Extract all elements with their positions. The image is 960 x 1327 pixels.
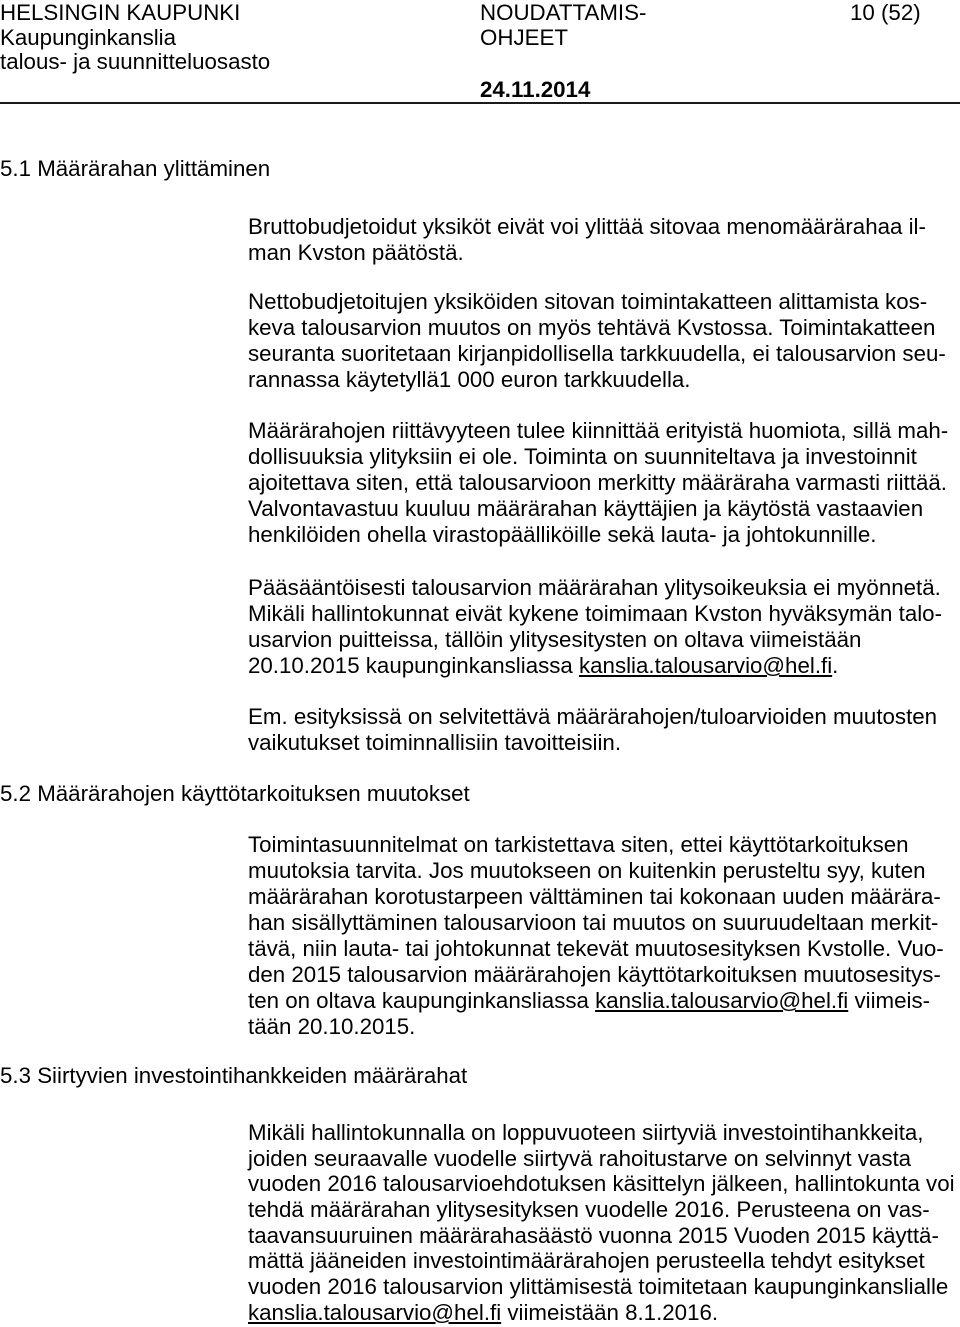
text-line — [248, 988, 960, 1014]
text-line: Mikäli hallintokunnalla on loppuvuoteen siirtyviä investointihankkeita, — [248, 1120, 924, 1145]
document-type-line-2: OHJEET — [480, 25, 568, 50]
text-line: henkilöiden ohella virastopäälliköille sekä lauta- ja johtokunnille. — [248, 522, 877, 547]
line-text: viimeistään 8.1.2016. — [501, 1299, 719, 1325]
text-line: taavansuuruinen määrärahasäästö vuonna 2015 Vuoden 2015 käyttä- — [248, 1222, 939, 1248]
text-line: tävä, niin lauta- tai johtokunnat tekevät muutosesityksen Kvstolle. Vuo- — [248, 936, 944, 961]
paragraph — [248, 289, 960, 393]
text-line: Pääsääntöisesti talousarvion määrärahan ylitysoikeuksia ei myönnetä. — [248, 575, 941, 600]
paragraph — [248, 418, 960, 548]
text-line: vuoden 2016 talousarvioehdotuksen käsittelyn jälkeen, hallintokunta voi — [248, 1171, 955, 1197]
email-link[interactable]: kanslia.talousarvio@hel.fi — [595, 988, 849, 1013]
text-line — [248, 1300, 960, 1326]
line-text: 20.10.2015 kaupunginkansliassa — [248, 653, 579, 678]
page-number: 10 (52) — [850, 0, 921, 25]
header-rule — [0, 102, 960, 104]
header-department: Kaupunginkanslia — [0, 25, 177, 50]
text-line: joiden seuraavalle vuodelle siirtyvä rahoitustarve on selvinnyt vasta — [248, 1145, 912, 1171]
email-link[interactable]: kanslia.talousarvio@hel.fi — [248, 1299, 502, 1325]
text-line: Bruttobudjetoidut yksiköt eivät voi ylittää sitovaa menomäärärahaa il- — [248, 214, 926, 239]
text-line: seuranta suoritetaan kirjanpidollisella tarkkuudella, ei talousarvion seu- — [248, 341, 946, 366]
section-heading: 5.3 Siirtyvien investointihankkeiden määrärahat — [0, 1063, 468, 1088]
section-heading: 5.1 Määrärahan ylittäminen — [0, 156, 271, 181]
text-line: Toimintasuunnitelmat on tarkistettava siten, ettei käyttötarkoituksen — [248, 832, 909, 857]
paragraph — [248, 214, 960, 266]
text-line: Em. esityksissä on selvitettävä määrärahojen/tuloarvioiden muutosten — [248, 704, 938, 729]
document-date: 24.11.2014 — [480, 77, 591, 102]
text-line: tehdä määrärahan ylitysesityksen vuodelle 2016. Perusteena on vas- — [248, 1197, 930, 1223]
header-organization: HELSINGIN KAUPUNKI — [0, 0, 241, 25]
text-line: vaikutukset toiminnallisiin tavoitteisiin. — [248, 730, 622, 755]
text-line: Määrärahojen riittävyyteen tulee kiinnittää erityistä huomiota, sillä mah- — [248, 418, 949, 443]
paragraph — [248, 704, 960, 756]
text-line: man Kvston päätöstä. — [248, 240, 464, 265]
text-line: Nettobudjetoitujen yksiköiden sitovan toimintakatteen alittamista kos- — [248, 289, 928, 314]
text-line: määrärahan korotustarpeen välttäminen tai kokonaan uuden määrära- — [248, 884, 941, 909]
text-line: keva talousarvion muutos on myös tehtävä Kvstossa. Toimintakatteen — [248, 315, 936, 340]
document-type-line-1: NOUDATTAMIS- — [480, 0, 647, 25]
paragraph — [248, 575, 960, 679]
text-line: tään 20.10.2015. — [248, 1014, 416, 1039]
text-line: den 2015 talousarvion määrärahojen käyttötarkoituksen muutosesitys- — [248, 962, 941, 987]
text-line: ajoitettava siten, että talousarvioon merkitty määräraha varmasti riittää. — [248, 470, 947, 495]
section-heading: 5.2 Määrärahojen käyttötarkoituksen muutokset — [0, 781, 470, 806]
line-text: viimeis- — [848, 988, 931, 1013]
text-line: han sisällyttäminen talousarvioon tai muutos on suuruudeltaan merkit- — [248, 910, 939, 935]
text-line: mättä jääneiden investointimäärärahojen perusteella tehdyt esitykset — [248, 1248, 925, 1274]
line-text: ten on oltava kaupunginkansliassa — [248, 988, 596, 1013]
text-line: Valvontavastuu kuuluu määrärahan käyttäjien ja käytöstä vastaavien — [248, 496, 924, 521]
paragraph — [248, 1120, 960, 1326]
text-line: muutoksia tarvita. Jos muutokseen on kuitenkin perusteltu syy, kuten — [248, 858, 926, 883]
text-line: rannassa käytetyllä1 000 euron tarkkuudella. — [248, 367, 691, 392]
text-line: Mikäli hallintokunnat eivät kykene toimimaan Kvston hyväksymän talo- — [248, 601, 943, 626]
text-line — [248, 653, 960, 679]
header-unit: talous- ja suunnitteluosasto — [0, 49, 271, 74]
text-line: dollisuuksia ylityksiin ei ole. Toiminta on suunniteltava ja investoinnit — [248, 444, 917, 469]
email-link[interactable]: kanslia.talousarvio@hel.fi — [579, 653, 833, 678]
paragraph — [248, 832, 960, 1040]
text-line: vuoden 2016 talousarvion ylittämisestä toimitetaan kaupunginkanslialle — [248, 1274, 949, 1300]
text-line: usarvion puitteissa, tällöin ylitysesitysten on oltava viimeistään — [248, 627, 862, 652]
line-text: . — [832, 653, 839, 678]
